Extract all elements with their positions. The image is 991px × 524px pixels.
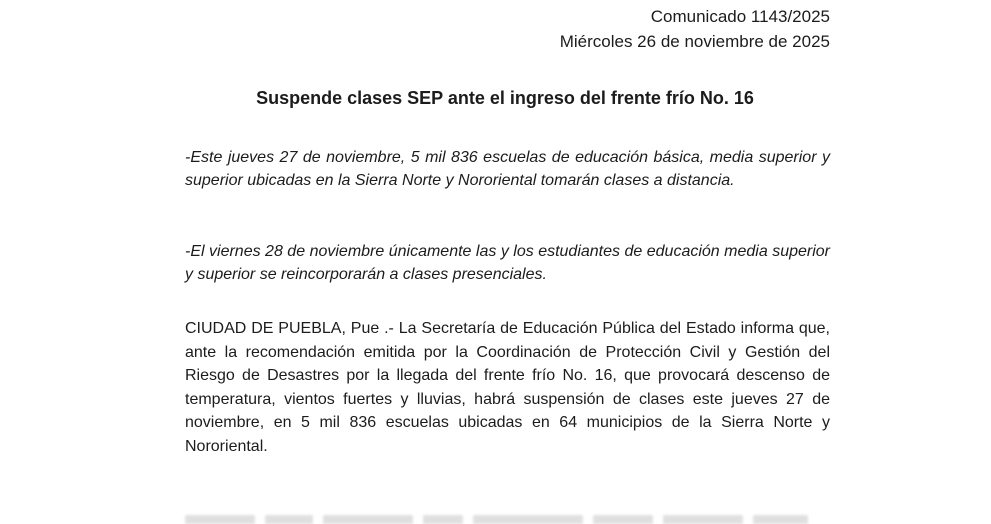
- communique-date: Miércoles 26 de noviembre de 2025: [559, 32, 830, 51]
- document-header: [560, 4, 830, 54]
- body-paragraph-1: CIUDAD DE PUEBLA, Pue .- La Secretaría de Educación Pública del Estado informa que, ante la recomendación emitida por la Coordinación de Protección Civil y Gestión del Riesgo de Desastres por la llegada del frente frío No. 16, que provocará descenso de temperatura, vientos fuertes y lluvias, habrá suspensión de clases este jueves 27 de noviembre, en 5 mil 836 escuelas ubicadas en 64 municipios de la Sierra Norte y Nororiental.: [185, 320, 830, 455]
- summary-bullet-1: -Este jueves 27 de noviembre, 5 mil 836 escuelas de educación básica, media superior y superior ubicadas en la Sierra Norte y Nororiental tomarán clases a distancia.: [185, 149, 830, 189]
- cropped-next-paragraph: [185, 508, 830, 524]
- summary-bullet-2: -El viernes 28 de noviembre únicamente las y los estudiantes de educación media superior y superior se reincorporarán a clases presenciales.: [185, 243, 830, 283]
- communique-number: Comunicado 1143/2025: [650, 7, 830, 26]
- document-title: Suspende clases SEP ante el ingreso del frente frío No. 16: [256, 88, 754, 108]
